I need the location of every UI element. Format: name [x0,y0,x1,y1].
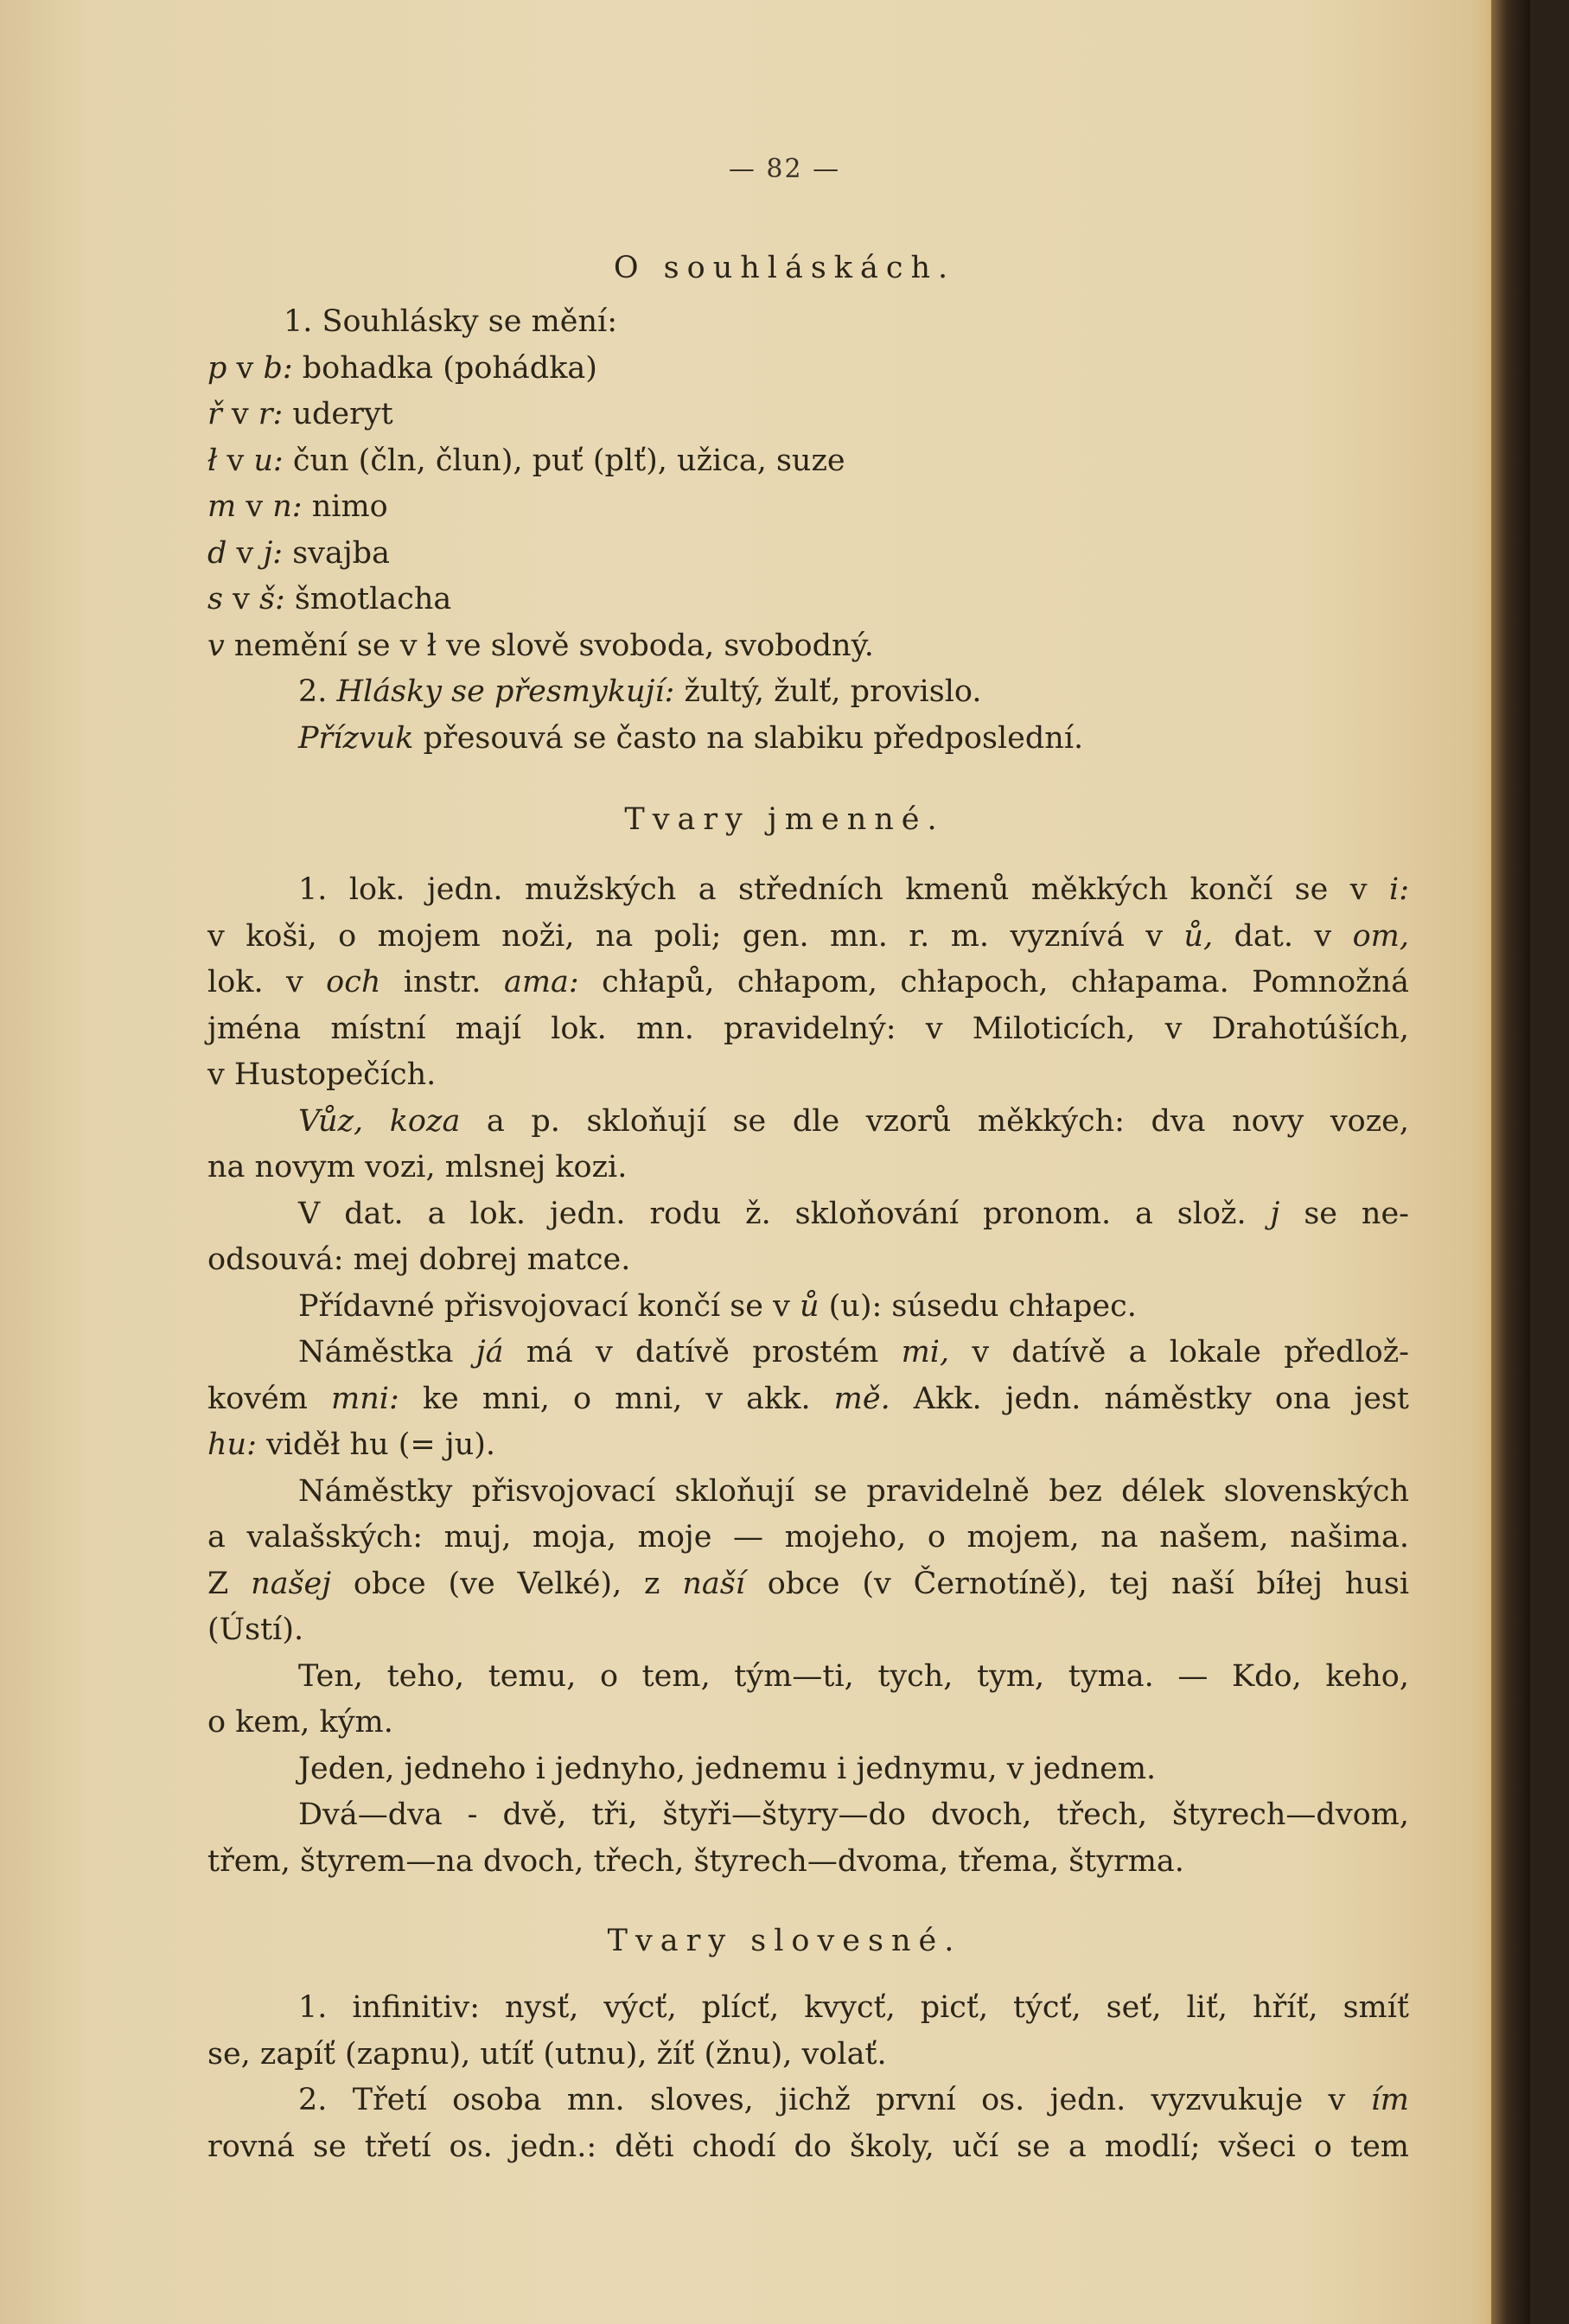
section-tvary-slovesne [207,1985,1409,2170]
text-line: Jeden, jedneho i jednyho, jednemu i jednymu, v jednem. [298,1751,1157,1786]
text-line: p v b: bohadka (pohádka) [207,350,597,386]
text-line: Přízvuk přesouvá se často na slabiku předposlední. [298,720,1084,756]
text-line: Dvá—dva - dvě, tři, štyři—štyry—do dvoch, třech, štyrech—dvom, [298,1797,1409,1832]
text-line: o kem, kým. [207,1705,393,1740]
text-line: Náměstky přisvojovací skloňují se pravidelně bez délek slovenských [298,1473,1409,1509]
text-line: 1. lok. jedn. mužských a středních kmenů měkkých končí se v i: [298,872,1409,907]
text-line: se, zapíť (zapnu), utíť (utnu), žíť (žnu), volať. [207,2036,887,2072]
text-line: (Ústí). [207,1612,304,1647]
text-line: hu: viděł hu (= ju). [207,1427,496,1462]
text-line: Náměstka já má v datívě prostém mi, v datívě a lokale předlož- [298,1335,1409,1370]
section-tvary-jmenne [207,867,1409,1885]
text-line: rovná se třetí os. jedn.: děti chodí do školy, učí se a modlí; všeci o tem [207,2129,1409,2164]
text-line: Vůz, koza a p. skloňují se dle vzorů měkkých: dva novy voze, [298,1103,1409,1139]
text-line: v koši, o mojem noži, na poli; gen. mn. r. m. vyznívá v ů, dat. v om, [207,918,1409,954]
text-line: 2. Hlásky se přesmykují: žultý, žulť, provislo. [298,674,982,709]
text-line: 1. Souhlásky se mění: [284,304,618,339]
text-line: ł v u: čun (čln, člun), puť (plť), užica, suze [207,443,845,478]
heading-souhlasky: O souhláskách. [613,251,956,285]
text-line: kovém mni: ke mni, o mni, v akk. mě. Akk. jedn. náměstky ona jest [207,1381,1409,1416]
text-line: odsouvá: mej dobrej matce. [207,1242,631,1277]
text-line: ř v r: uderyt [207,397,393,431]
text-line: Přídavné přisvojovací končí se v ů (u): súsedu chłapec. [298,1288,1137,1324]
section-souhlasky [207,299,1409,762]
text-line: v nemění se v ł ve slově svoboda, svobodný. [207,628,874,663]
text-line: na novym vozi, mlsnej kozi. [207,1150,628,1184]
text-line: V dat. a lok. jedn. rodu ž. skloňování pronom. a slož. j se ne- [298,1196,1409,1231]
text-line: v Hustopečích. [207,1057,437,1092]
text-line: 1. infinitiv: nysť, výcť, plícť, kvycť, picť, týcť, seť, liť, hříť, smíť [298,1990,1409,2025]
page-edge [1491,0,1530,2324]
text-line: m v n: nimo [207,489,388,524]
page-number: — 82 — [728,154,841,184]
text-line: Z našej obce (ve Velké), z naší obce (v Černotíně), tej naší bíłej husi [207,1566,1410,1601]
text-line: jména místní mají lok. mn. pravidelný: v Miloticích, v Drahotúších, [207,1011,1409,1046]
text-line: d v j: svajba [207,535,390,571]
text-line: třem, štyrem—na dvoch, třech, štyrech—dvoma, třema, štyrma. [207,1843,1184,1879]
text-line: 2. Třetí osoba mn. sloves, jichž první os. jedn. vyzvukuje v ím [298,2083,1409,2117]
text-line: s v š: šmotlacha [207,582,452,616]
heading-tvary-slovesne: Tvary slovesné. [607,1924,962,1958]
text-line: lok. v och instr. ama: chłapů, chłapom, chłapoch, chłapama. Pomnožná [207,965,1409,999]
text-line: Ten, teho, temu, o tem, tým—ti, tych, tym, tyma. — Kdo, keho, [298,1658,1409,1694]
text-line: a valašských: muj, moja, moje — mojeho, o mojem, na našem, našima. [207,1520,1409,1555]
heading-tvary-jmenne: Tvary jmenné. [624,802,945,837]
